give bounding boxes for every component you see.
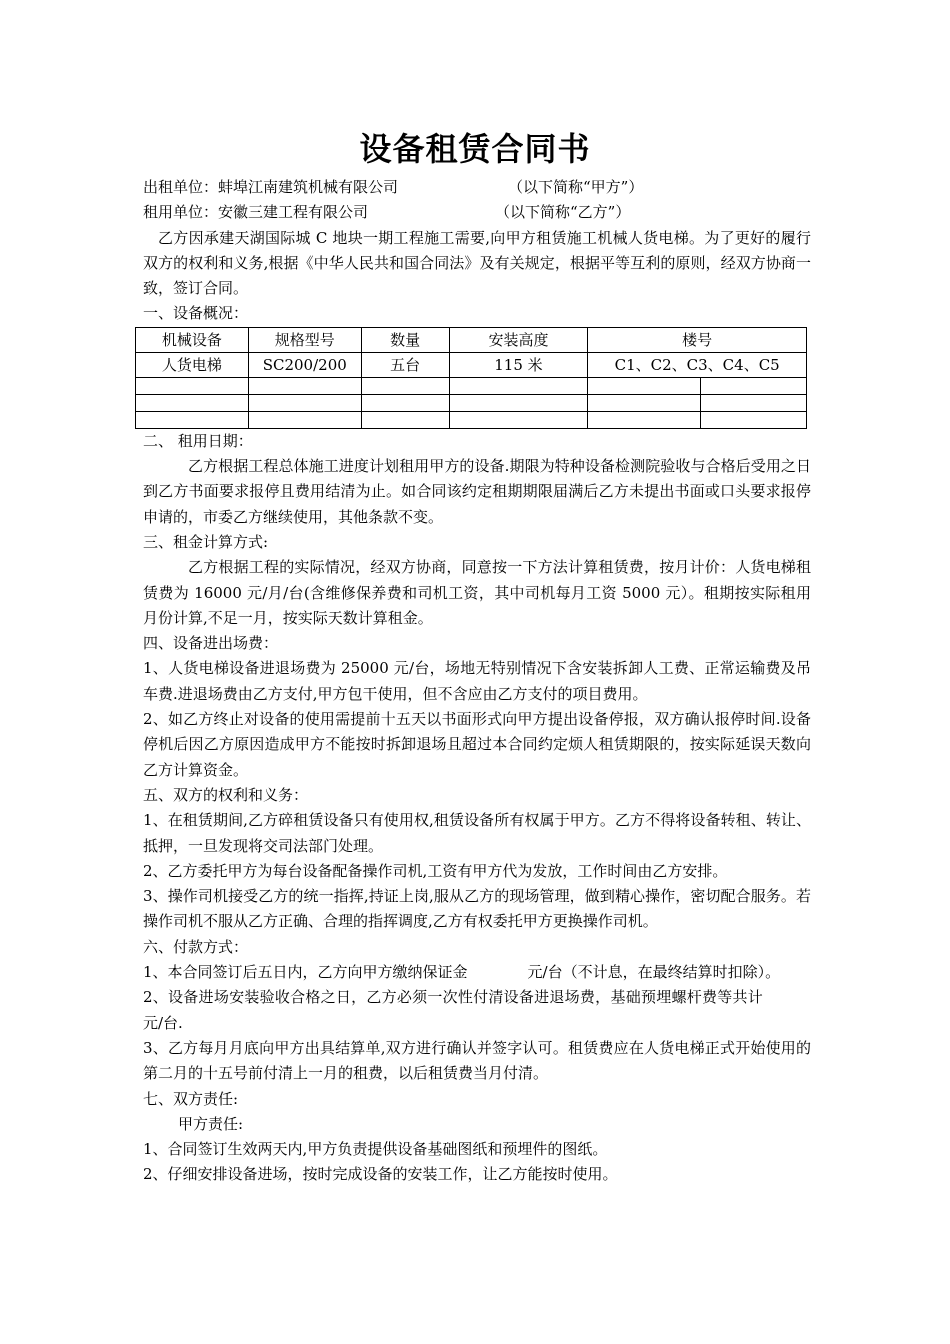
lessor-abbr: （以下简称“甲方”） — [508, 178, 644, 196]
table-row-empty — [136, 411, 807, 428]
table-header-row — [136, 327, 807, 352]
contract-body — [143, 175, 811, 1188]
table-header-cell: 机械设备 — [136, 327, 249, 352]
lessor-line — [143, 175, 811, 200]
table-row-empty — [136, 394, 807, 411]
section-5-item: 3、操作司机接受乙方的统一指挥,持证上岗,服从乙方的现场管理，做到精心操作，密切配合服务。若操作司机不服从乙方正确、合理的指挥调度,乙方有权委托甲方更换操作司机。 — [143, 887, 811, 931]
table-header-cell: 数量 — [361, 327, 449, 352]
table-cell — [136, 411, 249, 428]
lessor-label: 出租单位：蚌埠江南建筑机械有限公司 — [143, 178, 399, 196]
table-cell — [248, 377, 361, 394]
intro-paragraph: 乙方因承建天湖国际城 C 地块一期工程施工需要,向甲方租赁施工机械人货电梯。为了更好的履行双方的权利和义务,根据《中华人民共和国合同法》及有关规定，根据平等互利的原则，经双方协商一致，签订合同。 — [143, 228, 811, 298]
table-cell: 五台 — [361, 352, 449, 377]
fee-unit: 元/台. — [143, 1013, 183, 1032]
table-cell — [701, 394, 807, 411]
section-2-text: 乙方根据工程总体施工进度计划租用甲方的设备.期限为特种设备检测院验收与合格后受用之日到乙方书面要求报停且费用结清为止。如合同该约定租期期限届满后乙方未提出书面或口头要求报停申请的，市委乙方继续使用，其他条款不变。 — [143, 457, 811, 526]
deposit-text: 1、本合同签订后五日内，乙方向甲方缴纳保证金 — [143, 963, 468, 982]
deposit-unit: 元/台（不计息，在最终结算时扣除）。 — [527, 963, 781, 982]
section-6-item: 3、乙方每月月底向甲方出具结算单,双方进行确认并签字认可。租赁费应在人货电梯正式开始使用的第二月的十五号前付清上一月的租费，以后租赁费当月付清。 — [143, 1038, 811, 1083]
lessee-label: 租用单位：安徽三建工程有限公司 — [143, 203, 369, 222]
table-cell: C1、C2、C3、C4、C5 — [588, 352, 807, 377]
section-5-item: 1、在租赁期间,乙方碎租赁设备只有使用权,租赁设备所有权属于甲方。乙方不得将设备转租、转让、抵押，一旦发现将交司法部门处理。 — [143, 811, 811, 855]
section-4-heading: 四、设备进出场费： — [143, 634, 279, 653]
table-header-cell: 楼号 — [588, 327, 807, 352]
table-cell — [361, 377, 449, 394]
table-cell: 人货电梯 — [136, 352, 249, 377]
table-header-cell: 安装高度 — [449, 327, 588, 352]
table-cell — [701, 411, 807, 428]
section-6-item — [143, 960, 811, 985]
section-3-text: 乙方根据工程的实际情况，经双方协商，同意按一下方法计算租赁费，按月计价：人货电梯租赁费为 16000 元/月/台(含维修保养费和司机工资，其中司机每月工资 5000 元）。租期按实际租用月份计算,不足一月，按实际天数计算租金。 — [143, 558, 811, 627]
table-cell — [588, 411, 701, 428]
table-cell: 115 米 — [449, 352, 588, 377]
section-6-heading: 六、付款方式： — [143, 937, 249, 956]
section-1-heading: 一、设备概况： — [143, 304, 249, 323]
section-3-heading: 三、租金计算方式: — [143, 532, 269, 551]
table-cell — [588, 394, 701, 411]
section-7-item: 2、仔细安排设备进场，按时完成设备的安装工作，让乙方能按时使用。 — [143, 1165, 618, 1184]
section-7-item: 1、合同签订生效两天内,甲方负责提供设备基础图纸和预埋件的图纸。 — [143, 1140, 608, 1159]
table-cell — [588, 377, 701, 394]
document-title: 设备租赁合同书 — [359, 130, 591, 168]
section-7-subheading: 甲方责任: — [178, 1114, 244, 1133]
table-cell — [248, 394, 361, 411]
table-cell — [449, 394, 588, 411]
section-4-item: 2、如乙方终止对设备的使用需提前十五天以书面形式向甲方提出设备停报，双方确认报停时间.设备停机后因乙方原因造成甲方不能按时拆卸退场且超过本合同约定烦人租赁期限的，按实际延误天数向乙方计算资金。 — [143, 710, 811, 779]
equipment-table — [135, 327, 807, 429]
fee-text: 2、设备进场安装验收合格之日，乙方必须一次性付清设备进退场费，基础预埋螺杆费等共计 — [143, 988, 763, 1007]
lessee-line — [143, 200, 811, 225]
section-5-item: 2、乙方委托甲方为每台设备配备操作司机,工资有甲方代为发放，工作时间由乙方安排。 — [143, 861, 728, 880]
table-row — [136, 352, 807, 377]
section-7-heading: 七、双方责任: — [143, 1089, 239, 1108]
table-cell — [248, 411, 361, 428]
table-row-empty — [136, 377, 807, 394]
table-cell — [361, 411, 449, 428]
section-4-item: 1、人货电梯设备进退场费为 25000 元/台，场地无特别情况下含安装拆卸人工费、正常运输费及吊车费.进退场费由乙方支付,甲方包干使用，但不含应由乙方支付的项目费用。 — [143, 659, 811, 703]
table-cell — [136, 377, 249, 394]
table-cell — [449, 411, 588, 428]
lessee-abbr: （以下简称“乙方”） — [495, 203, 631, 222]
table-cell — [449, 377, 588, 394]
section-2-heading: 二、 租用日期： — [143, 431, 253, 450]
table-header-cell: 规格型号 — [248, 327, 361, 352]
section-5-heading: 五、双方的权利和义务： — [143, 785, 309, 804]
table-cell — [136, 394, 249, 411]
table-cell: SC200/200 — [248, 352, 361, 377]
table-cell — [361, 394, 449, 411]
section-6-item — [143, 985, 811, 1036]
table-cell — [701, 377, 807, 394]
